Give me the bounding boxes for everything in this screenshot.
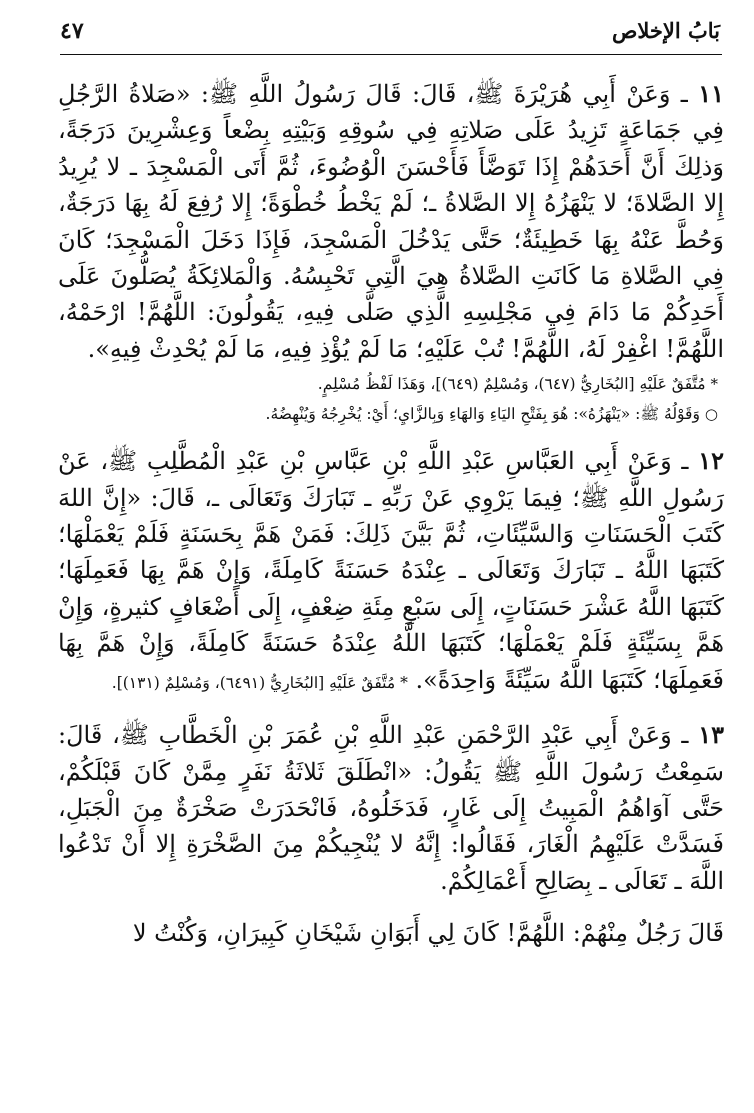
hadith-text: ـ وَعَنْ أَبِي عَبْدِ الرَّحْمَنِ عَبْدِ اللَّهِ بْنِ عُمَرَ بْنِ الْخَطَّابِ ﷺ، قَالَ: سَمِعْتُ رَسُولَ اللَّهِ ﷺ يَقُولُ: «انْطَلَقَ ثَلاثَةُ نَفَرٍ مِمَّنْ كَانَ قَبْلَكُمْ، حَتَّى آوَاهُمُ الْمَبِيتُ إِلَى غَارٍ، فَدَخَلُوهُ، فَانْحَدَرَتْ صَخْرَةٌ مِنَ الْجَبَلِ، فَسَدَّتْ عَلَيْهِمُ الْغَارَ، فَقَالُوا: إِنَّهُ لا يُنْجِيكُمْ مِنَ الصَّخْرَةِ إِلا أَنْ تَدْعُوا اللَّهَ ـ تَعَالَى ـ بِصَالِحِ أَعْمَالِكُمْ. (58, 721, 724, 895)
spacer (58, 427, 724, 443)
hadith-number: ١٣ (698, 720, 724, 750)
spacer (58, 899, 724, 915)
gloss-text: وَقَوْلُهُ ﷺ: «يَنْهَزُهُ»: هُوَ بِفَتْحِ اليَاءِ وَالهَاءِ وَبِالزَّايِ؛ أَيْ: يُخْرِجُهُ وَيُنْهِضُهُ. (265, 405, 700, 424)
hadith-12 (58, 443, 724, 701)
spacer (58, 701, 724, 717)
hadith-number: ١٢ (698, 446, 724, 476)
hadith-number: ١١ (698, 79, 724, 108)
hadith-13-continuation: قَالَ رَجُلٌ مِنْهُمْ: اللَّهُمَّ! كَانَ لِي أَبَوَانِ شَيْخَانِ كَبِيرَانِ، وَكُنْتُ لا (132, 919, 724, 948)
hadith-text: ـ وَعَنْ أَبِي العَبَّاسِ عَبْدِ اللَّهِ بْنِ عَبَّاسِ بْنِ عَبْدِ الْمُطَّلِبِ ﷺ، عَنْ رَسُولِ اللَّهِ ﷺ؛ فِيمَا يَرْوِي عَنْ رَبِّهِ ـ تَبَارَكَ وَتَعَالَى ـ، قَالَ: «إِنَّ اللهَ كَتَبَ الْحَسَنَاتِ وَالسَّيِّئَاتِ، ثُمَّ بَيَّنَ ذَلِكَ: فَمَنْ هَمَّ بِحَسَنَةٍ فَلَمْ يَعْمَلْهَا؛ كَتَبَهَا اللَّهُ ـ تَبَارَكَ وَتَعَالَى ـ عِنْدَهُ حَسَنَةً كَامِلَةً، وَإِنْ هَمَّ بِهَا فَعَمِلَهَا؛ كَتَبَهَا اللَّهُ عَشْرَ حَسَنَاتٍ، إِلَى سَبْعِ مِئَةِ ضِعْفٍ، إِلَى أَضْعَافٍ كثيرةٍ، وَإِنْ هَمَّ بِسَيِّئَةٍ فَلَمْ يَعْمَلْهَا؛ كَتَبَهَا اللَّهُ عِنْدَهُ حَسَنَةً كَامِلَةً، وَإِنْ هَمَّ بِهَا فَعَمِلَهَا؛ كَتَبَهَا اللَّهُ سَيِّئَةً وَاحِدَةً». (58, 447, 724, 694)
header-rule (60, 54, 722, 55)
hadith-text: ـ وَعَنْ أَبِي هُرَيْرَةَ ﷺ، قَالَ: قَالَ رَسُولُ اللَّهِ ﷺ: «صَلاةُ الرَّجُلِ فِي جَمَاعَةٍ تَزِيدُ عَلَى صَلاتِهِ فِي سُوقِهِ وَبَيْتِهِ بِضْعاً وَعِشْرِينَ دَرَجَةً، وَذلِكَ أَنَّ أَحَدَهُمْ إِذَا تَوَضَّأَ فَأَحْسَنَ الْوُضُوءَ، ثُمَّ أَتَى الْمَسْجِدَ ـ لا يُرِيدُ إِلا الصَّلاةَ؛ لا يَنْهَزُهُ إِلا الصَّلاةُ ـ؛ لَمْ يَخْطُ خُطْوَةً؛ إِلا رُفِعَ لَهُ بِهَا دَرَجَةٌ، وَحُطَّ عَنْهُ بِهَا خَطِيئَةٌ؛ حَتَّى يَدْخُلَ الْمَسْجِدَ، فَإِذَا دَخَلَ الْمَسْجِدَ؛ كَانَ فِي الصَّلاةِ مَا كَانَتِ الصَّلاةُ هِيَ الَّتِي تَحْبِسُهُ. وَالْمَلائِكَةُ يُصَلُّونَ عَلَى أَحَدِكُمْ مَا دَامَ فِي مَجْلِسِهِ الَّذِي صَلَّى فِيهِ، يَقُولُونَ: اللَّهُمَّ! ارْحَمْهُ، اللَّهُمَّ! اغْفِرْ لَهُ، اللَّهُمَّ! تُبْ عَلَيْهِ؛ مَا لَمْ يُؤْذِ فِيهِ، مَا لَمْ يُحْدِثْ فِيهِ». (58, 80, 724, 363)
page-header (60, 14, 720, 54)
hadith-13 (58, 717, 724, 899)
page-number: ٤٧ (60, 18, 84, 44)
source-text: مُتَّفَقٌ عَلَيْهِ [البُخَارِيُّ (٦٤٩١)، وَمُسْلِمٌ (١٣١)]. (111, 673, 396, 692)
chapter-title: بَابُ الإخلاص (611, 18, 720, 43)
hadith-11-gloss (58, 401, 724, 427)
hadith-11-source (58, 371, 724, 397)
hadith-12-source (112, 674, 408, 692)
hadith-11 (58, 76, 724, 367)
page-body (58, 76, 724, 952)
source-mark: * (710, 375, 718, 394)
gloss-mark: ○ (704, 405, 718, 424)
source-text: مُتَّفَقٌ عَلَيْهِ [البُخَارِيُّ (٦٤٧)، وَمُسْلِمٌ (٦٤٩)]، وَهَذَا لَفْظُ مُسْلِمٍ. (317, 375, 706, 394)
source-mark: * (400, 673, 408, 692)
